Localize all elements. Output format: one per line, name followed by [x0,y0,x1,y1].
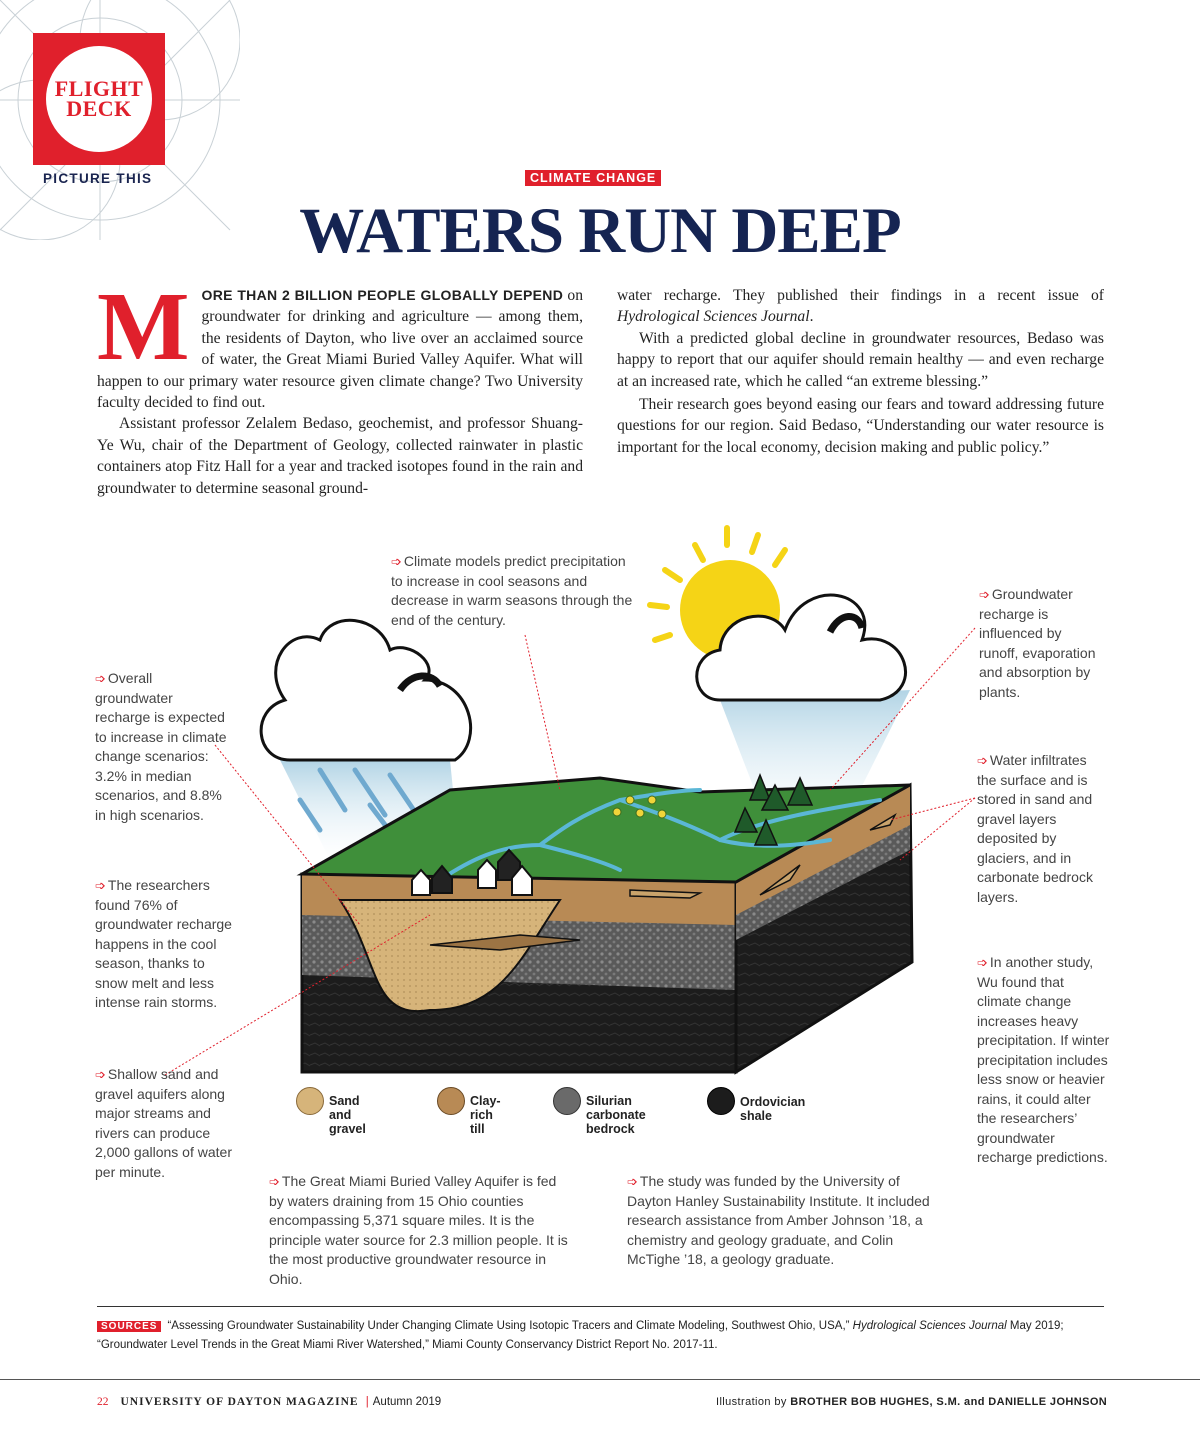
logo-line-1: FLIGHT [54,76,144,101]
callout-great-miami [269,1172,574,1289]
legend-swatch-clay [437,1087,465,1115]
legend-swatch-ordovician [707,1087,735,1115]
legend-label-silurian [586,1094,646,1136]
credit-prefix: Illustration by [716,1396,791,1408]
article-column-1 [97,273,583,499]
flight-deck-logo-circle [46,46,152,152]
drop-cap: M [97,273,190,381]
article-paragraph-5: Their research goes beyond easing our fears and toward addressing future questions for our region. Said Bedaso, “Understanding our water resource is important for the local economy, decision making and public policy.” [617,396,1104,456]
article-p3-end: . [809,308,814,326]
article-column-2 [617,285,1104,458]
arrow-icon: ➩ [95,1067,106,1082]
illustration-credit [716,1396,1107,1408]
callout-text: The study was funded by the University of Dayton Hanley Sustainability Institute. It included research assistance from Amber Johnson ’18, a chemistry and geology graduate, and Colin McTighe ’18, a geology graduate. [627,1173,930,1267]
footer-separator: | [365,1396,369,1408]
legend-label-silurian-line2: bedrock [586,1122,635,1136]
article-p1-text: on groundwater for drinking and agriculture — among them, the residents of Dayton, who live over an acclaimed source of water, the Great Miami Buried Valley Aquifer. What will happen to our primary water resource given climate change? Two University faculty decided to find out. [97,287,583,412]
section-label: PICTURE THIS [43,171,153,186]
callout-text: The researchers found 76% of groundwater recharge happens in the cool season, thanks to snow melt and less intense rain storms. [95,877,232,1010]
journal-name: Hydrological Sciences Journal [617,308,810,326]
magazine-name: UNIVERSITY OF DAYTON MAGAZINE [120,1396,359,1408]
category-kicker: CLIMATE CHANGE [525,170,661,186]
page-number: 22 [97,1396,109,1408]
callout-climate-models [391,552,641,630]
callout-text: Groundwater recharge is influenced by runoff, evaporation and absorption by plants. [979,586,1096,700]
callout-shallow-aquifers [95,1065,235,1182]
legend-label-clay: Clay-rich till [470,1094,501,1136]
legend-label-ordovician: Ordovician shale [740,1095,806,1123]
callout-text: Climate models predict precipitation to increase in cool seasons and decrease in warm seasons through the end of the century. [391,553,633,628]
source-1-journal: Hydrological Sciences Journal [852,1320,1007,1332]
arrow-icon: ➩ [977,753,988,768]
callout-researchers-found [95,876,235,1013]
callout-text: Overall groundwater recharge is expected to increase in climate change scenarios: 3.2% in median scenarios, and 8.8% in high scenarios. [95,670,227,823]
callout-text: The Great Miami Buried Valley Aquifer is fed by waters draining from 15 Ohio counties encompassing 5,371 square miles. It is the principle water source for 2.3 million people. It is the most productive groundwater resource in Ohio. [269,1173,568,1287]
issue-date: Autumn 2019 [372,1396,442,1408]
article-paragraph-1 [97,273,583,413]
arrow-icon: ➩ [391,554,402,569]
callout-overall-recharge [95,669,230,825]
callout-another-study [977,953,1112,1168]
arrow-icon: ➩ [95,671,106,686]
sources-label: SOURCES [97,1321,161,1332]
article-paragraph-2: Assistant professor Zelalem Bedaso, geochemist, and professor Shuang-Ye Wu, chair of the Department of Geology, collected rainwater in plastic containers atop Fitz Hall for a year and tracked isotopes found in the rain and groundwater to determine seasonal ground- [97,415,583,497]
legend-swatch-sand [296,1087,324,1115]
article-p3-text: water recharge. They published their findings in a recent issue of [617,287,1104,304]
credit-names: BROTHER BOB HUGHES, S.M. and DANIELLE JOHNSON [790,1396,1108,1408]
page-title: WATERS RUN DEEP [299,195,901,267]
callout-recharge-influence [979,585,1104,702]
source-1-text: “Assessing Groundwater Sustainability Under Changing Climate Using Isotopic Tracers and Climate Modeling, Southwest Ohio, USA,” [167,1320,853,1332]
callout-text: Shallow sand and gravel aquifers along major streams and rivers can produce 2,000 gallons of water per minute. [95,1066,232,1180]
callout-text: Water infiltrates the surface and is stored in sand and gravel layers deposited by glaciers, and in carbonate bedrock layers. [977,752,1093,905]
arrow-icon: ➩ [95,878,106,893]
earth-block [302,778,912,1072]
logo-line-2: DECK [66,96,132,121]
footer-left [97,1396,441,1408]
article-paragraph-4: With a predicted global decline in groundwater resources, Bedaso was happy to report that our aquifer should remain healthy — and even recharge at an increased rate, which he called “an extreme blessing.” [617,329,1104,390]
article-paragraph-3 [617,285,1104,328]
callout-text: In another study, Wu found that climate change increases heavy precipitation. If winter precipitation includes less snow or heavier rains, it could alter the researchers’ groundwater recharge predictions. [977,954,1110,1165]
arrow-icon: ➩ [269,1174,280,1189]
callout-funding [627,1172,932,1270]
callout-infiltrates [977,751,1102,907]
arrow-icon: ➩ [977,955,988,970]
footer-divider [0,1379,1200,1380]
arrow-icon: ➩ [627,1174,638,1189]
source-1-date: May 2019; [1006,1320,1064,1332]
legend-label-silurian-line1: Silurian carbonate [586,1094,646,1122]
cloud-left-icon [261,620,470,760]
legend-label-sand: Sand and gravel [329,1094,366,1136]
article-lead: ORE THAN 2 BILLION PEOPLE GLOBALLY DEPEND [201,287,564,303]
source-2-text: “Groundwater Level Trends in the Great Miami River Watershed,” Miami County Conservancy District Report No. 2017-11. [97,1339,718,1351]
legend-swatch-silurian [553,1087,581,1115]
arrow-icon: ➩ [979,587,990,602]
sources-block [97,1306,1104,1354]
